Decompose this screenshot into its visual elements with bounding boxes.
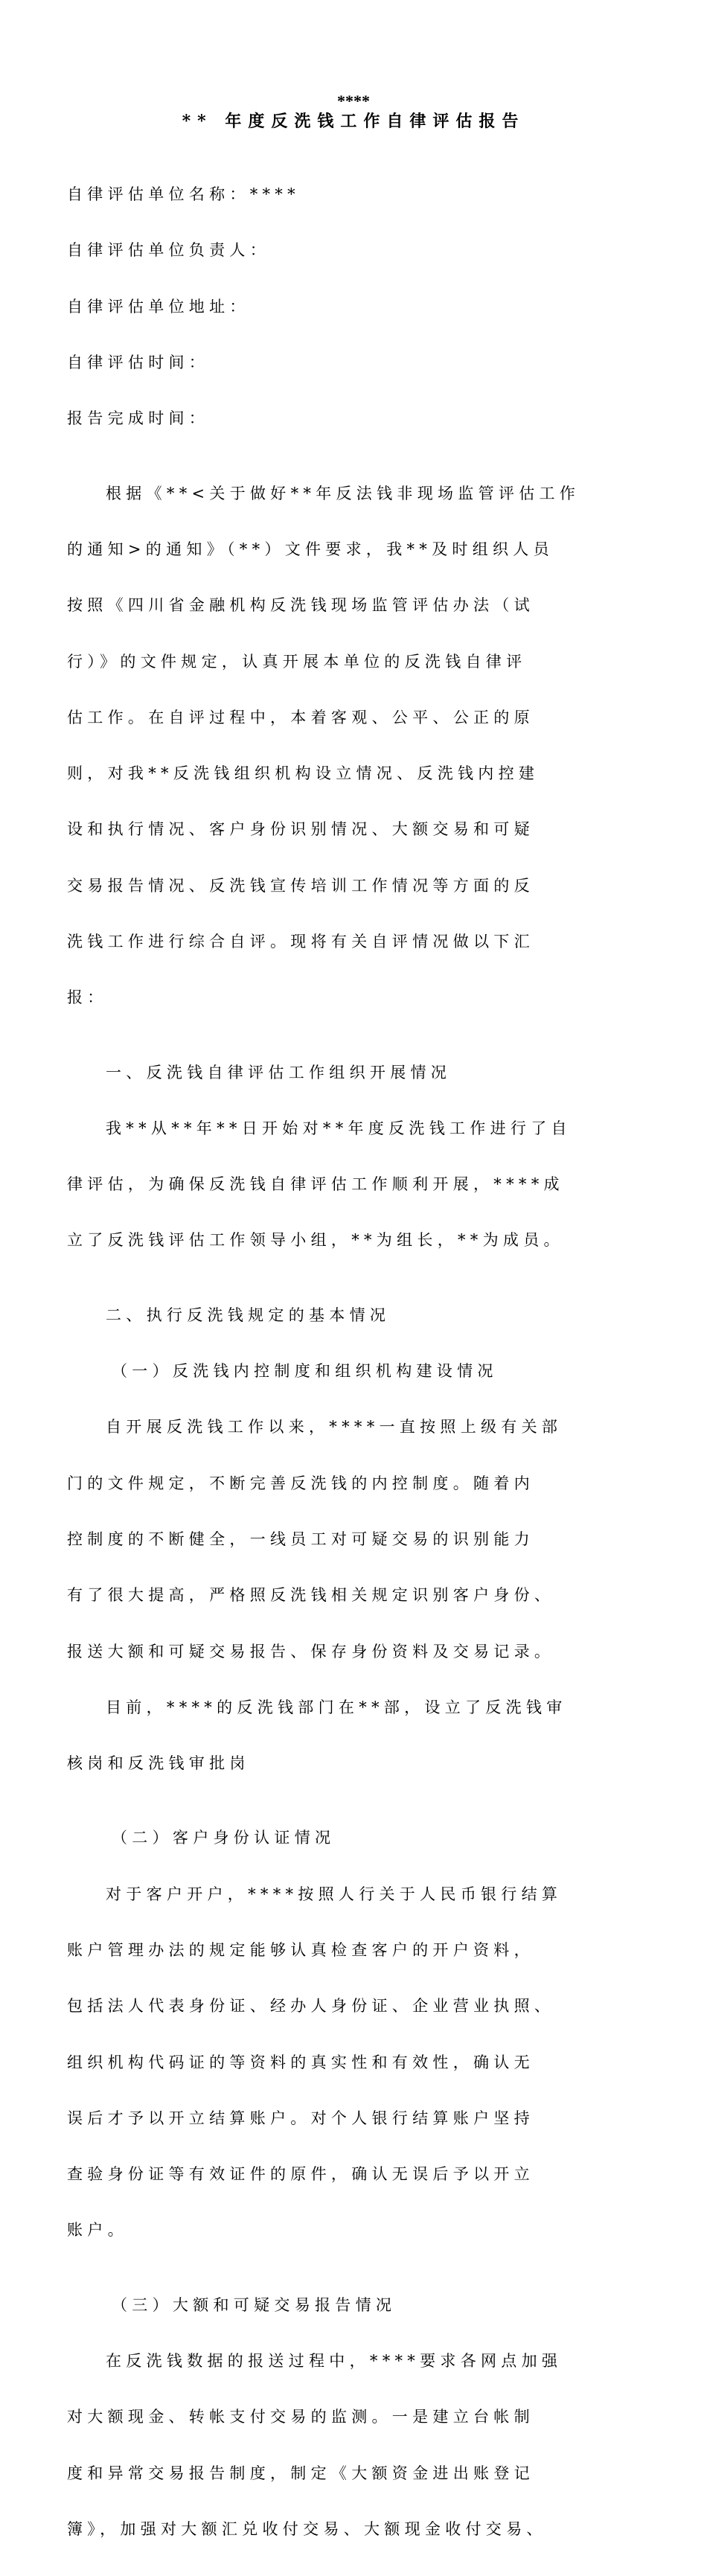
- subsection2-line: 包括法人代表身份证、经办人身份证、企业营业执照、: [67, 1997, 555, 2016]
- subsection2-line: 误后才予以开立结算账户。对个人银行结算账户坚持: [67, 2109, 534, 2127]
- subsection1-line: 目前，****的反洗钱部门在**部，设立了反洗钱审: [106, 1698, 567, 1716]
- info-unit-name: 自律评估单位名称：****: [67, 185, 300, 204]
- intro-line: 按照《四川省金融机构反洗钱现场监管评估办法（试: [67, 596, 534, 615]
- report-body: [67, 148, 655, 2576]
- section1-line: 立了反洗钱评估工作领导小组，**为组长，**为成员。: [67, 1231, 564, 1250]
- subsection1-line: 门的文件规定，不断完善反洗钱的内控制度。随着内: [67, 1474, 534, 1492]
- intro-line: 则，对我**反洗钱组织机构设立情况、反洗钱内控建: [67, 764, 540, 783]
- subsection3-heading: （三）大额和可疑交易报告情况: [112, 2295, 397, 2314]
- subsection2-line: 账户管理办法的规定能够认真检查客户的开户资料，: [67, 1941, 534, 1959]
- subsection3-line: 簿》，加强对大额汇兑收付交易、大额现金收付交易、: [67, 2519, 547, 2538]
- subsection1-line: 控制度的不断健全，一线员工对可疑交易的识别能力: [67, 1530, 534, 1548]
- subsection3-line: 在反洗钱数据的报送过程中，****要求各网点加强: [106, 2352, 563, 2371]
- info-report-time: 报告完成时间：: [67, 409, 210, 428]
- subsection1-line: 自开展反洗钱工作以来，****一直按照上级有关部: [106, 1418, 563, 1436]
- intro-line: 估工作。在自评过程中，本着客观、公平、公正的原: [67, 708, 534, 726]
- intro-line: 设和执行情况、客户身份识别情况、大额交易和可疑: [67, 820, 534, 839]
- info-unit-address: 自律评估单位地址：: [67, 297, 250, 316]
- section1-heading: 一、反洗钱自律评估工作组织开展情况: [106, 1063, 452, 1081]
- org-name: ****: [337, 92, 370, 110]
- section1-line: 律评估，为确保反洗钱自律评估工作顺利开展，****成: [67, 1175, 564, 1194]
- subsection1-heading: （一）反洗钱内控制度和组织机构建设情况: [112, 1362, 498, 1381]
- subsection1-line: 报送大额和可疑交易报告、保存身份资料及交易记录。: [67, 1642, 555, 1661]
- subsection3-line: 度和异常交易报告制度，制定《大额资金进出账登记: [67, 2464, 534, 2482]
- subsection2-line: 组织机构代码证的等资料的真实性和有效性，确认无: [67, 2053, 534, 2071]
- intro-line: 交易报告情况、反洗钱宣传培训工作情况等方面的反: [67, 876, 534, 895]
- subsection2-line: 账户。: [67, 2221, 128, 2240]
- subsection2-heading: （二）客户身份认证情况: [112, 1829, 336, 1847]
- info-eval-time: 自律评估时间：: [67, 354, 210, 372]
- subsection2-line: 对于客户开户，****按照人行关于人民币银行结算: [106, 1885, 563, 1903]
- subsection3-line: 对大额现金、转帐支付交易的监测。一是建立台帐制: [67, 2408, 534, 2426]
- section1-line: 我**从**年**日开始对**年度反洗钱工作进行了自: [106, 1119, 572, 1137]
- subsection2-line: 查验身份证等有效证件的原件，确认无误后予以开立: [67, 2165, 534, 2184]
- info-unit-head: 自律评估单位负责人：: [67, 241, 270, 260]
- intro-line: 报：: [67, 988, 108, 1007]
- report-title: ** 年度反洗钱工作自律评估报告: [182, 112, 525, 131]
- intro-line: 根据《**<关于做好**年反法钱非现场监管评估工作: [106, 484, 580, 502]
- subsection1-line: 核岗和反洗钱审批岗: [67, 1754, 250, 1773]
- intro-line: 洗钱工作进行综合自评。现将有关自评情况做以下汇: [67, 932, 534, 950]
- intro-line: 的通知>的通知》（**）文件要求，我**及时组织人员: [67, 540, 554, 558]
- subsection1-line: 有了很大提高，严格照反洗钱相关规定识别客户身份、: [67, 1586, 555, 1605]
- section2-heading: 二、执行反洗钱规定的基本情况: [106, 1305, 391, 1324]
- intro-line: 行）》的文件规定，认真开展本单位的反洗钱自律评: [67, 652, 527, 671]
